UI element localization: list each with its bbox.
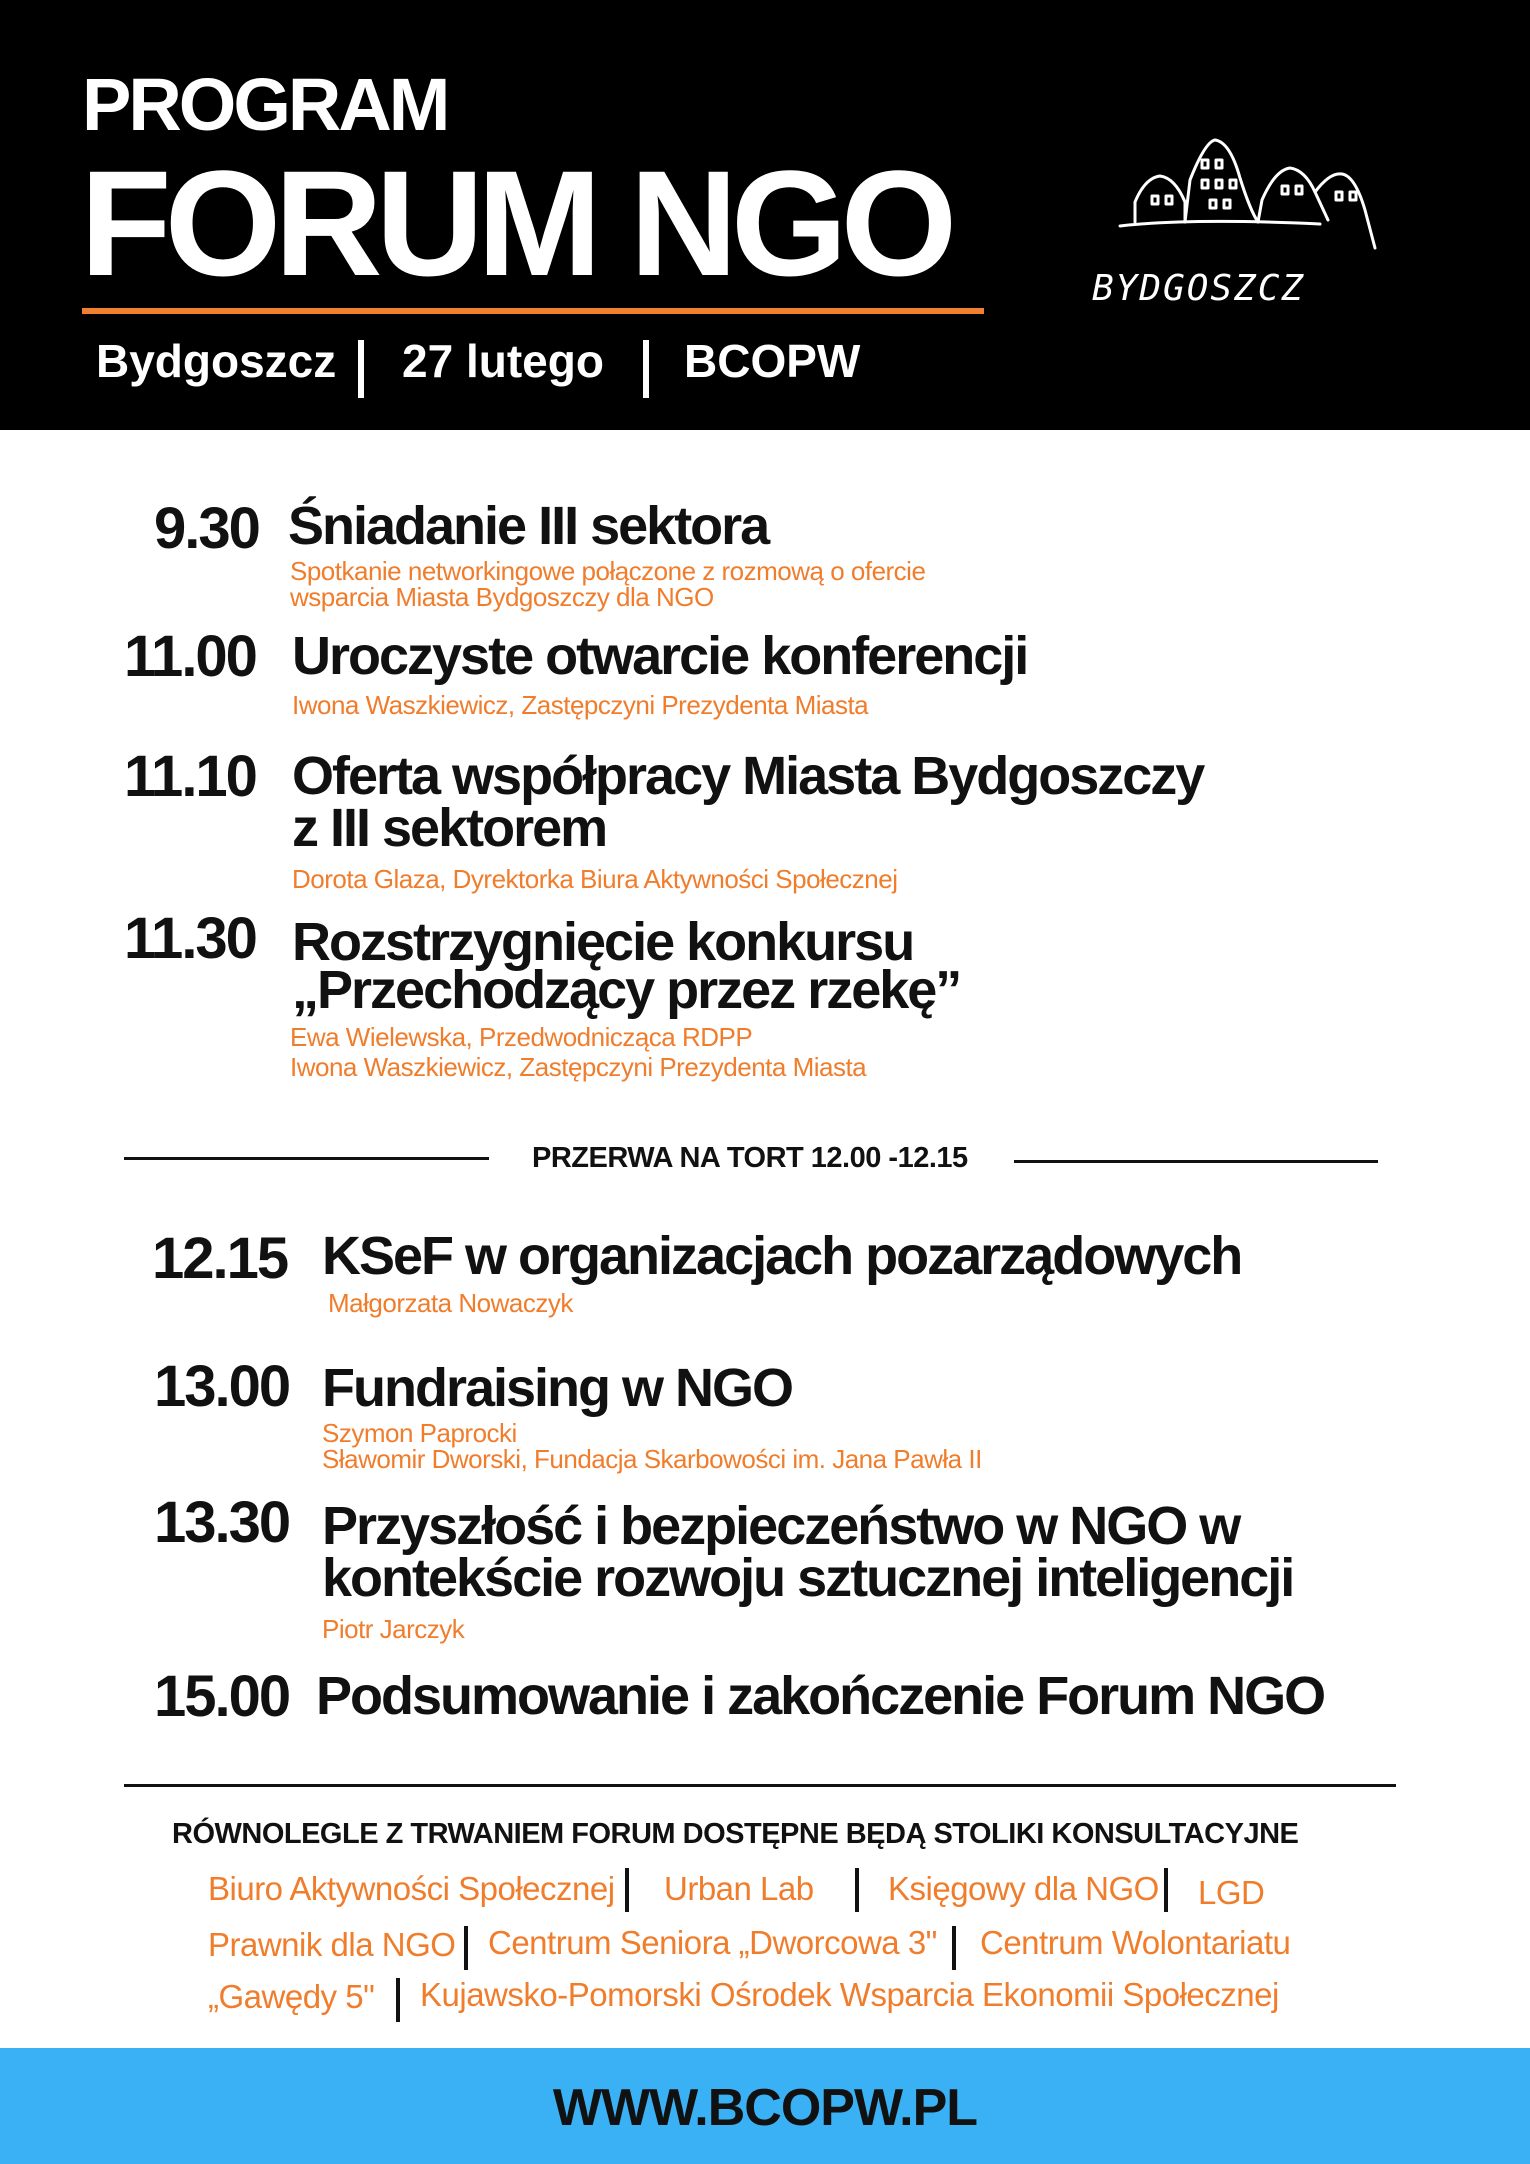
agenda-title: KSeF w organizacjach pozarządowych: [322, 1226, 1242, 1286]
agenda-detail: Sławomir Dworski, Fundacja Skarbowości im. Jana Pawła II: [322, 1444, 982, 1474]
table-divider: [855, 1868, 859, 1912]
agenda-title: Przyszłość i bezpieczeństwo w NGO w: [322, 1496, 1240, 1556]
table-divider: [464, 1926, 468, 1970]
agenda-time: 11.00: [124, 624, 256, 689]
program-label: PROGRAM: [82, 63, 448, 146]
agenda-detail: wsparcia Miasta Bydgoszczy dla NGO: [290, 582, 714, 612]
parallel-heading: RÓWNOLEGLE Z TRWANIEM FORUM DOSTĘPNE BĘDĄ STOLIKI KONSULTACYJNE: [172, 1818, 1299, 1850]
agenda-title: Fundraising w NGO: [322, 1358, 793, 1418]
break-rule-left: [124, 1157, 489, 1160]
agenda-detail: Spotkanie networkingowe połączone z rozmową o ofercie: [290, 556, 926, 586]
page-title: FORUM NGO: [80, 139, 951, 307]
agenda-title: „Przechodzący przez rzekę”: [292, 960, 961, 1020]
title-underline: [82, 308, 984, 314]
agenda-detail: Iwona Waszkiewicz, Zastępczyni Prezydenta Miasta: [290, 1052, 867, 1082]
consult-table-item: Centrum Wolontariatu: [980, 1924, 1291, 1961]
agenda-detail: Ewa Wielewska, Przedwodnicząca RDPP: [290, 1022, 753, 1052]
agenda-detail: Piotr Jarczyk: [322, 1614, 465, 1644]
agenda-detail: Małgorzata Nowaczyk: [328, 1288, 573, 1318]
header-venue: BCOPW: [684, 335, 861, 387]
logo-text: BYDGOSZCZ: [1092, 268, 1306, 309]
agenda-time: 11.30: [124, 906, 256, 971]
header-divider: [358, 340, 364, 398]
agenda-time: 9.30: [154, 496, 259, 561]
agenda-detail: Iwona Waszkiewicz, Zastępczyni Prezydenta Miasta: [292, 690, 869, 720]
consult-table-item: Centrum Seniora „Dworcowa 3": [488, 1924, 937, 1961]
agenda-title: Śniadanie III sektora: [288, 496, 769, 556]
table-divider: [396, 1978, 400, 2022]
consult-table-item: Księgowy dla NGO: [888, 1870, 1159, 1907]
table-divider: [952, 1926, 956, 1970]
agenda-time: 11.10: [124, 744, 256, 809]
consult-table-item: „Gawędy 5": [208, 1978, 375, 2015]
consult-table-item: Kujawsko-Pomorski Ośrodek Wsparcia Ekonomii Społecznej: [420, 1976, 1279, 2013]
agenda-title: kontekście rozwoju sztucznej inteligencji: [322, 1548, 1294, 1608]
consult-table-item: Prawnik dla NGO: [208, 1926, 456, 1963]
agenda-time: 15.00: [154, 1664, 290, 1729]
agenda-detail: Dorota Glaza, Dyrektorka Biura Aktywności Społecznej: [292, 864, 898, 894]
agenda-title: Rozstrzygnięcie konkursu: [292, 912, 914, 972]
header-date: 27 lutego: [402, 335, 604, 387]
footer-url[interactable]: WWW.BCOPW.PL: [552, 2079, 978, 2137]
section-divider: [124, 1784, 1396, 1787]
consult-table-item: LGD: [1198, 1874, 1265, 1911]
break-label: PRZERWA NA TORT 12.00 -12.15: [532, 1142, 968, 1174]
header-city: Bydgoszcz: [96, 335, 337, 387]
agenda-time: 12.15: [152, 1226, 288, 1291]
consult-table-item: Biuro Aktywności Społecznej: [208, 1870, 615, 1907]
table-divider: [625, 1868, 629, 1912]
header-divider: [643, 340, 649, 398]
agenda-title: Uroczyste otwarcie konferencji: [292, 626, 1028, 686]
agenda-time: 13.30: [154, 1490, 290, 1555]
agenda-title: Oferta współpracy Miasta Bydgoszczy: [292, 746, 1204, 806]
agenda-title: z III sektorem: [292, 798, 607, 858]
consult-table-item: Urban Lab: [664, 1870, 814, 1907]
agenda-title: Podsumowanie i zakończenie Forum NGO: [316, 1666, 1325, 1726]
agenda-time: 13.00: [154, 1354, 290, 1419]
table-divider: [1164, 1868, 1168, 1912]
agenda-detail: Szymon Paprocki: [322, 1418, 517, 1448]
break-rule-right: [1014, 1160, 1378, 1163]
